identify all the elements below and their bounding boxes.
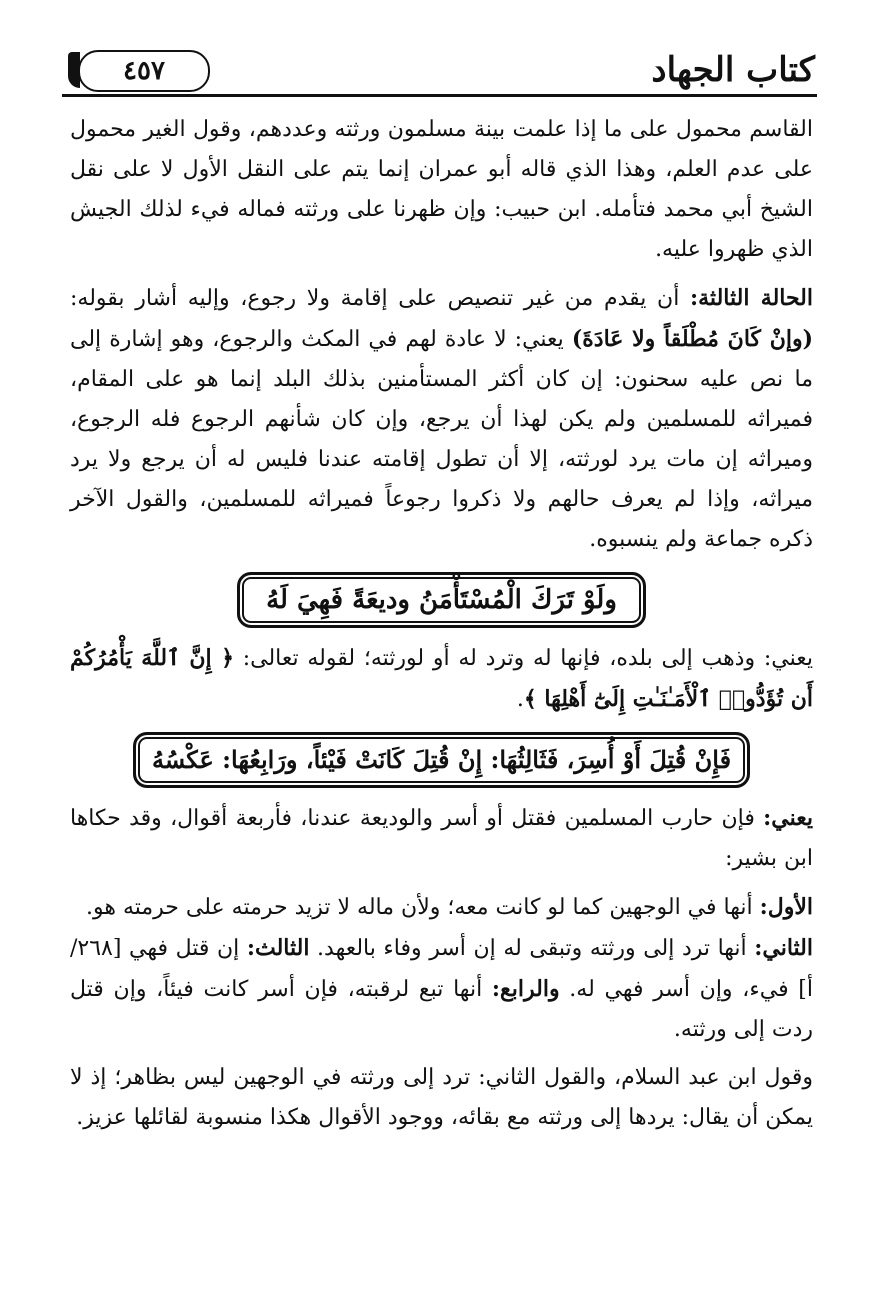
paragraph-2-text-a: أن يقدم من غير تنصيص على إقامة ولا رجوع، وإليه أشار بقوله:: [70, 286, 691, 311]
book-title: كتاب الجهاد: [651, 50, 815, 90]
third-opinion-label: الثالث:: [246, 935, 310, 961]
paragraph-3-text-a: يعني: وذهب إلى بلده، فإنها له وترد له أو لورثته؛ لقوله تعالى:: [233, 646, 813, 671]
third-case-heading: الحالة الثالثة:: [690, 285, 813, 311]
matn-text-2: فَإِنْ قُتِلَ أَوْ أُسِرَ، فَثَالِثُهَا: إِنْ قُتِلَ كَانَتْ فَيْئاً، ورَابِعُهَا: عَكْسُهُ: [151, 745, 732, 774]
header-rule: [62, 94, 817, 97]
paragraph-3-text-b: .: [516, 687, 524, 712]
page-number-badge: [78, 50, 210, 92]
paragraph-1-text: القاسم محمول على ما إذا علمت بينة مسلمون ورثته وعددهم، وقول الغير محمول على عدم العلم، وهذا الذي قاله أبو عمران إنما يتم على النقل الأول لا على نقل الشيخ أبي محمد فتأمله. ابن حبيب: وإن ظهرنا على ورثته فماله فيء لذلك الجيش الذي ظهروا عليه.: [70, 117, 813, 262]
paragraph-4-lead: يعني:: [763, 805, 813, 831]
paragraph-4-text: فإن حارب المسلمين فقتل أو أسر والوديعة عندنا، فأربعة أقوال، وقد حكاها ابن بشير:: [70, 806, 813, 871]
paragraph-6: [70, 928, 813, 1050]
running-header: [62, 48, 817, 96]
page-number-cap: [68, 52, 80, 88]
paragraph-4: [70, 798, 813, 879]
paragraph-7: [70, 1058, 813, 1138]
paragraph-6-text-c: أنها تبع لرقبته، فإن أسر كانت فيئاً، وإن قتل ردت إلى ورثته.: [70, 977, 813, 1042]
paragraph-7-text: وقول ابن عبد السلام، والقول الثاني: ترد إلى ورثته في الوجهين ليس بظاهر؛ إذ لا يمكن أن يقال: يردها إلى ورثته مع بقائه، ووجود الأقوال هكذا منسوبة لقائلها عزيز.: [70, 1065, 813, 1130]
paragraph-2-text-b: يعني: لا عادة لهم في المكث والرجوع، وهو إشارة إلى ما نص عليه سحنون: إن كان أكثر المستأمنين بذلك البلد إنما هو على المقام، فميراثه للمسلمين ولم يكن لهذا أن يرجع، وإن كان شأنهم الرجوع فله الرجوع، وميراثه إن مات يرد لورثته، إلا أن تطول إقامته عندنا فليس له أن يرجع ولا يرد ميراثه، وإذا لم يعرف حالهم ولا ذكروا رجوعاً فميراثه للمسلمين، والقول الآخر ذكره جماعة ولم ينسبوه.: [70, 327, 813, 552]
page-number: ٤٥٧: [123, 56, 165, 86]
paragraph-6-text-a: أنها ترد إلى ورثته وتبقى له إن أسر وفاء بالعهد.: [309, 936, 755, 961]
fourth-opinion-label: والرابع:: [491, 976, 560, 1002]
paragraph-1: [70, 110, 813, 270]
paragraph-6-text-b: إن قتل فهي [٢٦٨/ أ] فيء، وإن أسر فهي له.: [70, 936, 814, 1002]
matn-box-1: [237, 572, 646, 628]
matn-quote: (وإنْ كَانَ مُطْلَقاً ولا عَادَةَ): [571, 326, 814, 352]
paragraph-5: [70, 887, 813, 928]
first-opinion-label: الأول:: [759, 894, 813, 920]
body-text: [70, 110, 813, 1138]
quran-verse: ﴿ إِنَّ ٱللَّهَ يَأْمُرُكُمْ أَن تُؤَدُّوا۟ ٱلْأَمَـٰنَـٰتِ إِلَىٰٓ أَهْلِهَا ﴾: [70, 645, 813, 712]
matn-box-2: [133, 732, 750, 788]
paragraph-3: [70, 638, 813, 720]
second-opinion-label: الثاني:: [754, 935, 813, 961]
paragraph-5-text: أنها في الوجهين كما لو كانت معه؛ ولأن ماله لا تزيد حرمته على حرمته هو.: [86, 895, 760, 920]
paragraph-2: [70, 278, 813, 560]
matn-text-1: ولَوْ تَرَكَ الْمُسْتَأْمَنُ وديعَةً فَهِيَ لَهُ: [266, 585, 617, 615]
